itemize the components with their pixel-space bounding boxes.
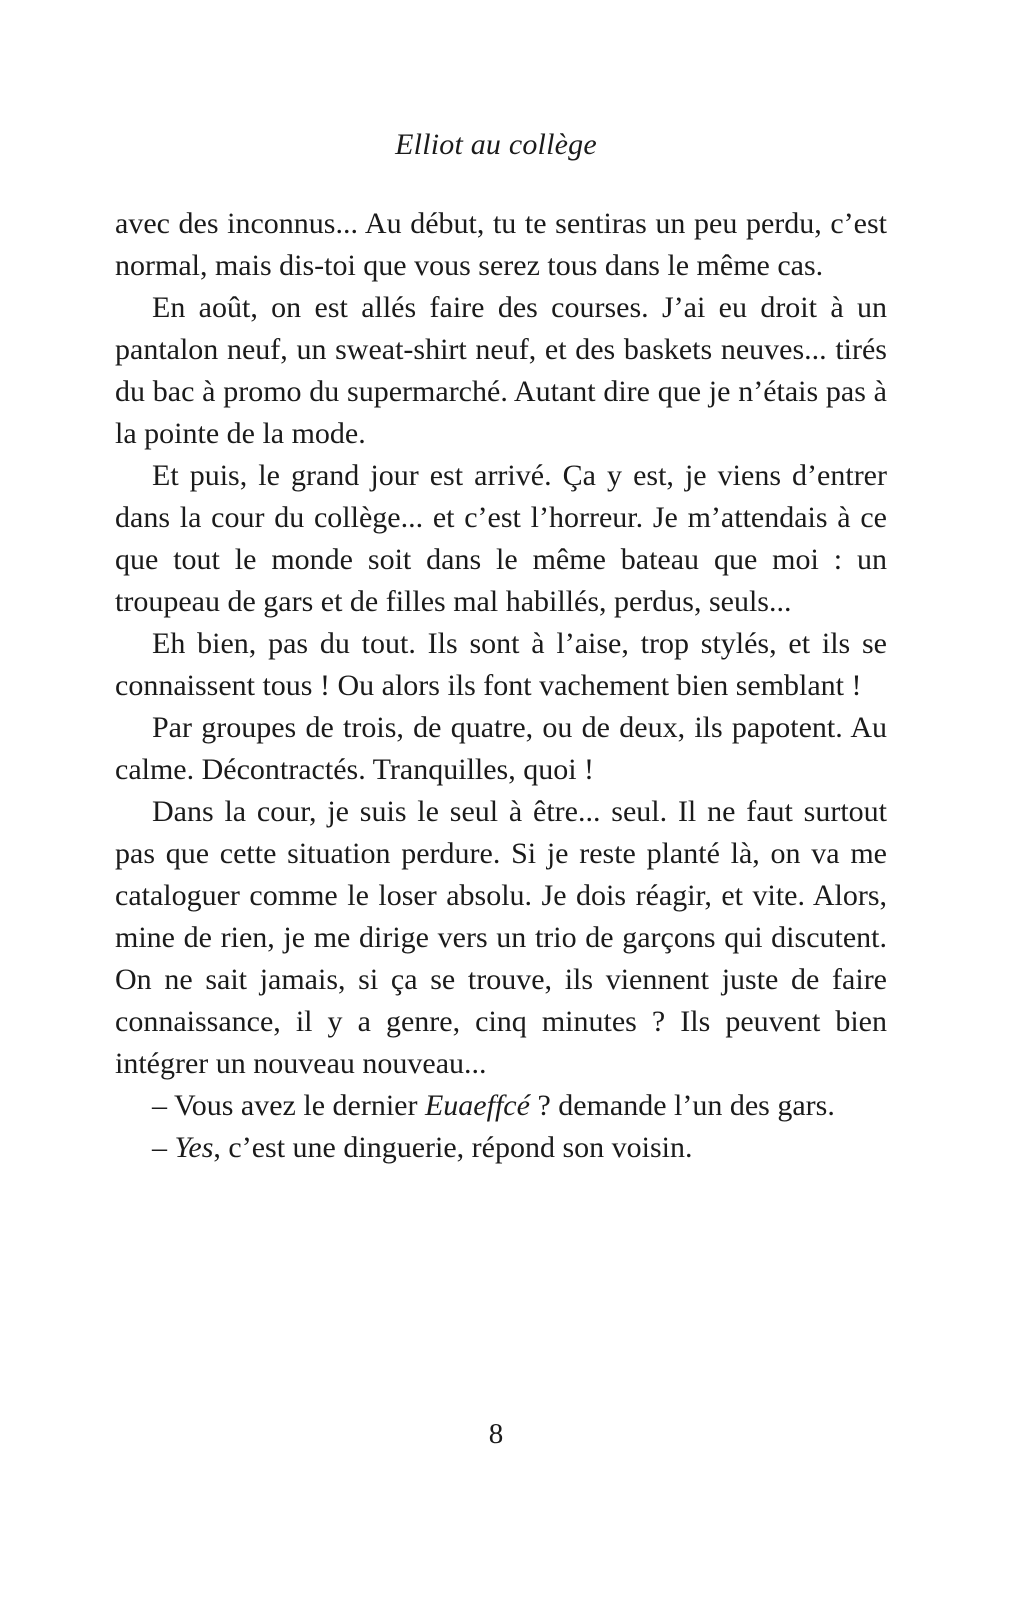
paragraph	[115, 1085, 887, 1127]
paragraph	[115, 1127, 887, 1169]
text-run: ? demande l’un des gars.	[529, 1089, 835, 1122]
paragraph	[115, 623, 887, 707]
paragraph	[115, 707, 887, 791]
italic-text-run: Euaeffcé	[424, 1089, 530, 1122]
text-run: – Vous avez le dernier	[152, 1089, 425, 1122]
running-header: Elliot au collège	[395, 128, 597, 161]
text-run: En août, on est allés faire des courses. J’ai eu droit à un pantalon neuf, un sweat-shirt neuf, et des baskets neuves... tirés du bac à promo du supermarché. Autant dire que je n’étais pas à la pointe de la mode.	[115, 291, 887, 450]
text-run: avec des inconnus... Au début, tu te sentiras un peu perdu, c’est normal, mais dis-toi que vous serez tous dans le même cas.	[115, 207, 887, 282]
text-run: , c’est une dinguerie, répond son voisin.	[213, 1131, 693, 1164]
paragraph	[115, 287, 887, 455]
paragraph	[115, 203, 887, 287]
text-run: Eh bien, pas du tout. Ils sont à l’aise, trop stylés, et ils se connaissent tous ! Ou alors ils font vachement bien semblant !	[115, 627, 887, 702]
text-run: –	[152, 1131, 175, 1164]
text-run: Dans la cour, je suis le seul à être... seul. Il ne faut surtout pas que cette situation perdure. Si je reste planté là, on va me cataloguer comme le loser absolu. Je dois réagir, et vite. Alors, mine de rien, je me dirige vers un trio de garçons qui discutent. On ne sait jamais, si ça se trouve, ils viennent juste de faire connaissance, il y a genre, cinq minutes ? Ils peuvent bien intégrer un nouveau nouveau...	[115, 795, 887, 1080]
italic-text-run: Yes	[174, 1131, 214, 1164]
paragraph	[115, 455, 887, 623]
body-text	[115, 203, 887, 1169]
text-run: Par groupes de trois, de quatre, ou de deux, ils papotent. Au calme. Décontractés. Tranquilles, quoi !	[115, 711, 887, 786]
page-number: 8	[488, 1418, 504, 1450]
paragraph	[115, 791, 887, 1085]
text-run: Et puis, le grand jour est arrivé. Ça y est, je viens d’entrer dans la cour du collège... et c’est l’horreur. Je m’attendais à ce que tout le monde soit dans le même bateau que moi : un troupeau de gars et de filles mal habillés, perdus, seuls...	[115, 459, 887, 618]
